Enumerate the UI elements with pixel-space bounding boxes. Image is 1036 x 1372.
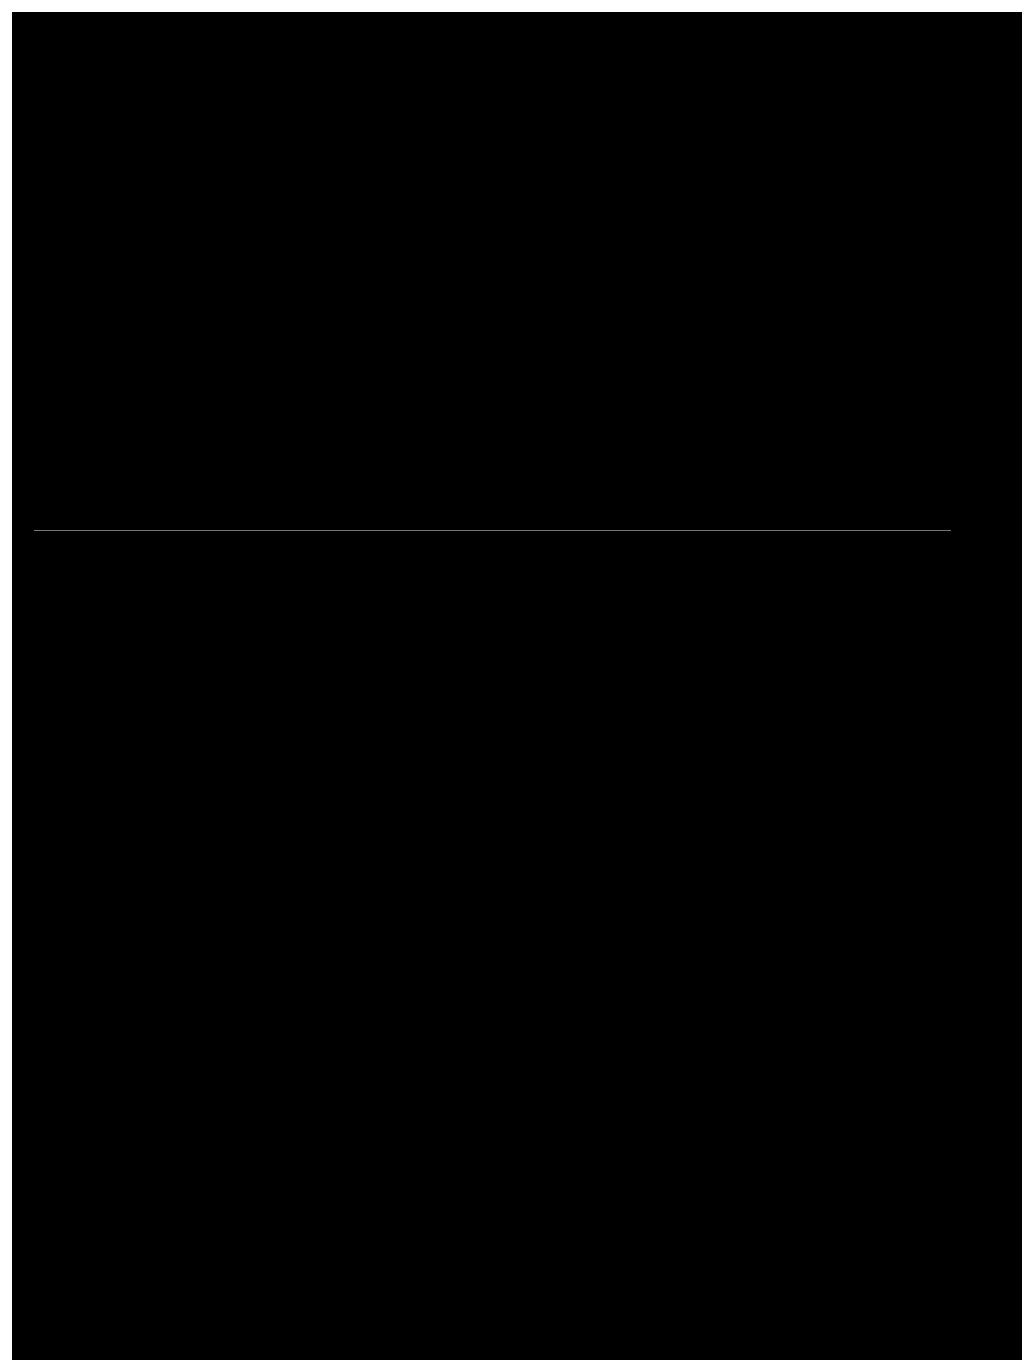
product-infographic <box>12 12 1022 1360</box>
coating-layers-illustration <box>12 12 1022 1360</box>
